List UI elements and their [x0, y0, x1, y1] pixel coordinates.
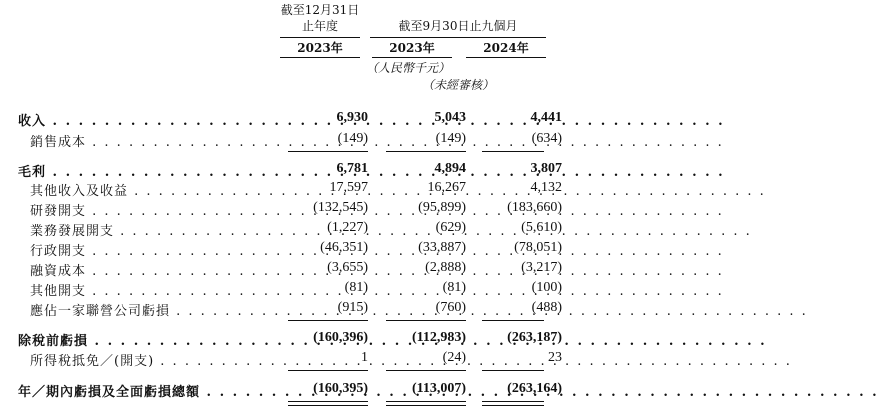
row-label: 研發開支 . . .	[30, 200, 276, 218]
row-value-2023-fy: 6,930	[336, 110, 368, 125]
col1-period-header	[280, 2, 360, 34]
year-header-col2: 2023年	[389, 41, 435, 55]
pretax-rule-col3	[482, 320, 544, 321]
row-value-2023-9m: (24)	[442, 350, 466, 365]
double-underline-col1	[288, 401, 368, 406]
row-value-2024-9m: 4,132	[530, 180, 562, 195]
col23-period-header: 截至9月30日止九個月	[398, 19, 518, 33]
col1-period-line1: 截至12月31日	[280, 3, 360, 17]
row-value-2023-9m: (629)	[435, 220, 466, 235]
table-row-admin-expenses	[18, 240, 562, 259]
table-row-other-income	[18, 180, 562, 199]
row-value-2023-fy: (132,545)	[313, 200, 368, 215]
row-value-2023-fy: (81)	[344, 280, 368, 295]
row-value-2024-9m: 3,807	[530, 161, 562, 176]
year-rule-col1	[280, 57, 360, 58]
row-label: 年／期內虧損及全面虧損總額 . . .	[18, 381, 276, 399]
row-value-2023-9m: (760)	[435, 300, 466, 315]
row-value-2023-fy: 1	[361, 350, 368, 365]
row-value-2024-9m: (634)	[531, 131, 562, 146]
year-rule-col3	[466, 57, 546, 58]
row-value-2023-9m: 16,267	[427, 180, 466, 195]
row-label: 銷售成本 . . .	[30, 131, 276, 149]
year-rule-col2	[372, 57, 452, 58]
year-header-col1: 2023年	[297, 41, 343, 55]
row-value-2023-fy: (3,655)	[327, 260, 368, 275]
row-value-2023-fy: (149)	[337, 131, 368, 146]
row-value-2023-fy: 17,597	[329, 180, 368, 195]
row-value-2023-9m: (113,007)	[411, 381, 466, 396]
row-value-2023-9m: (95,899)	[418, 200, 466, 215]
row-label: 行政開支 . . .	[30, 240, 276, 258]
table-row-bd-expenses	[18, 220, 562, 239]
table-row-cost-of-sales	[18, 131, 562, 150]
row-label: 應佔一家聯營公司虧損 . . .	[30, 300, 276, 318]
table-row-revenue	[18, 110, 562, 129]
total-rule-col3	[482, 370, 544, 371]
table-row-finance-costs	[18, 260, 562, 279]
row-label: 收入 . . .	[18, 110, 276, 128]
col1-header-rule	[280, 37, 360, 38]
row-value-2023-9m: (81)	[442, 280, 466, 295]
double-underline-col2	[386, 401, 466, 406]
row-label: 所得稅抵免／(開支) . . .	[30, 350, 276, 368]
row-value-2024-9m: (5,610)	[521, 220, 562, 235]
row-value-2024-9m: (263,164)	[507, 381, 562, 396]
row-value-2023-fy: 6,781	[336, 161, 368, 176]
row-value-2023-9m: (33,887)	[418, 240, 466, 255]
row-value-2023-fy: (160,395)	[313, 381, 368, 396]
row-value-2024-9m: (263,187)	[507, 330, 562, 345]
pretax-rule-col1	[288, 320, 368, 321]
total-rule-col2	[386, 370, 466, 371]
table-row-gross-profit	[18, 161, 562, 180]
row-value-2024-9m: (3,217)	[521, 260, 562, 275]
table-row-loss-before-tax	[18, 330, 562, 349]
row-value-2024-9m: (488)	[531, 300, 562, 315]
currency-note: （人民幣千元）	[365, 61, 450, 75]
row-value-2023-9m: (149)	[435, 131, 466, 146]
subtotal-rule-col1	[288, 151, 368, 152]
row-value-2023-9m: 4,894	[434, 161, 466, 176]
row-label: 毛利 . . .	[18, 161, 276, 179]
table-row-other-expenses	[18, 280, 562, 299]
total-rule-col1	[288, 370, 368, 371]
table-row-total-loss	[18, 381, 562, 400]
row-value-2023-fy: (1,227)	[327, 220, 368, 235]
row-label: 融資成本 . . .	[30, 260, 276, 278]
row-value-2023-fy: (915)	[337, 300, 368, 315]
row-value-2023-9m: (112,983)	[411, 330, 466, 345]
row-value-2024-9m: (183,660)	[507, 200, 562, 215]
row-value-2023-9m: (2,888)	[425, 260, 466, 275]
table-row-rd-expenses	[18, 200, 562, 219]
row-value-2023-9m: 5,043	[434, 110, 466, 125]
subtotal-rule-col3	[482, 151, 544, 152]
table-row-associate-loss	[18, 300, 562, 319]
col23-header-rule	[370, 37, 546, 38]
row-value-2023-fy: (46,351)	[320, 240, 368, 255]
row-label: 其他收入及收益 . . .	[30, 180, 276, 198]
row-value-2024-9m: (78,051)	[514, 240, 562, 255]
row-value-2023-fy: (160,396)	[313, 330, 368, 345]
table-row-income-tax	[18, 350, 562, 369]
col1-period-line2: 止年度	[301, 19, 338, 33]
row-value-2024-9m: 4,441	[530, 110, 562, 125]
subtotal-rule-col2	[386, 151, 466, 152]
pretax-rule-col2	[386, 320, 466, 321]
row-label: 其他開支 . . .	[30, 280, 276, 298]
year-header-col3: 2024年	[483, 41, 529, 55]
row-value-2024-9m: 23	[548, 350, 562, 365]
row-label: 除稅前虧損 . . .	[18, 330, 276, 348]
row-value-2024-9m: (100)	[531, 280, 562, 295]
row-label: 業務發展開支 . . .	[30, 220, 276, 238]
unaudited-note: （未經審核）	[421, 78, 494, 92]
double-underline-col3	[482, 401, 544, 406]
